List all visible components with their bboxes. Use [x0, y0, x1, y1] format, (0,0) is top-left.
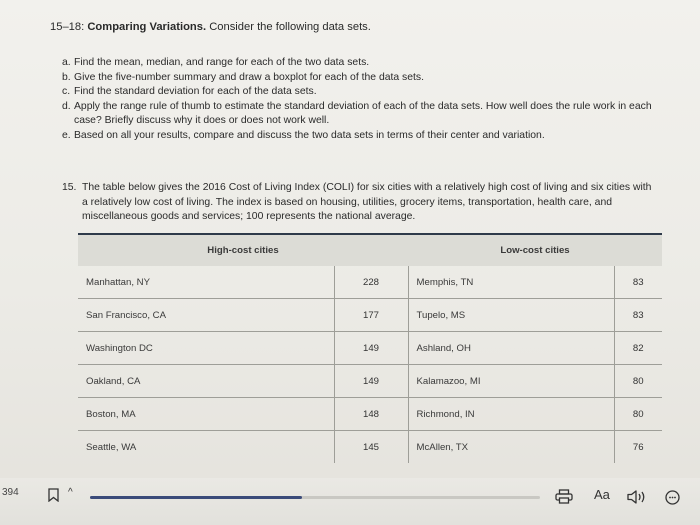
low-value-cell: 82 — [614, 332, 662, 365]
high-value-cell: 149 — [334, 365, 408, 398]
table-row — [78, 332, 662, 365]
table-row — [78, 365, 662, 398]
question-item — [62, 100, 664, 129]
reading-progress-bar[interactable] — [90, 496, 540, 499]
low-city-cell: Memphis, TN — [408, 266, 614, 299]
cost-of-living-table — [78, 233, 662, 463]
question-item — [62, 71, 664, 86]
high-value-cell: 148 — [334, 398, 408, 431]
exercise-heading — [50, 21, 371, 33]
low-value-cell: 76 — [614, 431, 662, 464]
bookmark-icon[interactable] — [48, 488, 59, 507]
question-text: Apply the range rule of thumb to estimate the standard deviation of each of the data sets. How well does the rule work in each case? Briefly discuss why it does or does not work well. — [74, 100, 652, 127]
exercise-range: 15–18: — [50, 21, 85, 33]
problem-text: The table below gives the 2016 Cost of Living Index (COLI) for six cities with a relatively high cost of living and six cities with a relatively low cost of living. The index is based on housing, utilities, grocery items, transportation, health care, and miscellaneous goods and services; 100 represents the national average. — [82, 182, 652, 223]
reading-progress-fill — [90, 496, 302, 499]
question-letter: a. — [62, 57, 71, 68]
speaker-icon[interactable] — [626, 489, 650, 510]
problem-statement — [62, 181, 657, 225]
high-value-cell: 145 — [334, 431, 408, 464]
low-city-cell: Richmond, IN — [408, 398, 614, 431]
question-text: Based on all your results, compare and discuss the two data sets in terms of their center and variation. — [74, 129, 545, 141]
question-letter: d. — [62, 100, 71, 112]
question-list — [62, 56, 664, 144]
question-text: Give the five-number summary and draw a boxplot for each of the data sets. — [74, 71, 424, 83]
question-item — [62, 56, 664, 71]
low-city-cell: Tupelo, MS — [408, 299, 614, 332]
table-row — [78, 266, 662, 299]
table-row — [78, 299, 662, 332]
low-city-cell: Kalamazoo, MI — [408, 365, 614, 398]
high-city-cell: San Francisco, CA — [78, 299, 334, 332]
font-settings-button[interactable]: Aa — [594, 487, 610, 502]
low-value-cell: 80 — [614, 398, 662, 431]
low-cost-header: Low-cost cities — [408, 234, 662, 266]
more-icon[interactable] — [665, 490, 680, 510]
question-item — [62, 129, 664, 144]
question-letter: e. — [62, 129, 71, 141]
exercise-instructions: Consider the following data sets. — [209, 21, 371, 33]
high-city-cell: Oakland, CA — [78, 365, 334, 398]
exercise-title: Comparing Variations. — [87, 21, 207, 33]
high-value-cell: 228 — [334, 266, 408, 299]
chevron-up-icon[interactable]: ^ — [68, 487, 73, 498]
problem-number: 15. — [62, 182, 77, 193]
low-value-cell: 80 — [614, 365, 662, 398]
table-row — [78, 431, 662, 464]
high-cost-header: High-cost cities — [78, 234, 408, 266]
page-number: 394 — [2, 487, 19, 498]
question-letter: b. — [62, 71, 71, 83]
question-text: Find the mean, median, and range for each of the two data sets. — [74, 57, 370, 68]
low-city-cell: Ashland, OH — [408, 332, 614, 365]
low-city-cell: McAllen, TX — [408, 431, 614, 464]
high-city-cell: Boston, MA — [78, 398, 334, 431]
question-letter: c. — [62, 86, 71, 98]
high-city-cell: Manhattan, NY — [78, 266, 334, 299]
low-value-cell: 83 — [614, 266, 662, 299]
table-header-row — [78, 234, 662, 266]
high-value-cell: 149 — [334, 332, 408, 365]
print-icon[interactable] — [555, 489, 573, 509]
question-text: Find the standard deviation for each of the data sets. — [74, 86, 317, 98]
high-value-cell: 177 — [334, 299, 408, 332]
table-row — [78, 398, 662, 431]
question-item — [62, 85, 664, 100]
high-city-cell: Washington DC — [78, 332, 334, 365]
high-city-cell: Seattle, WA — [86, 441, 137, 453]
low-value-cell: 83 — [614, 299, 662, 332]
